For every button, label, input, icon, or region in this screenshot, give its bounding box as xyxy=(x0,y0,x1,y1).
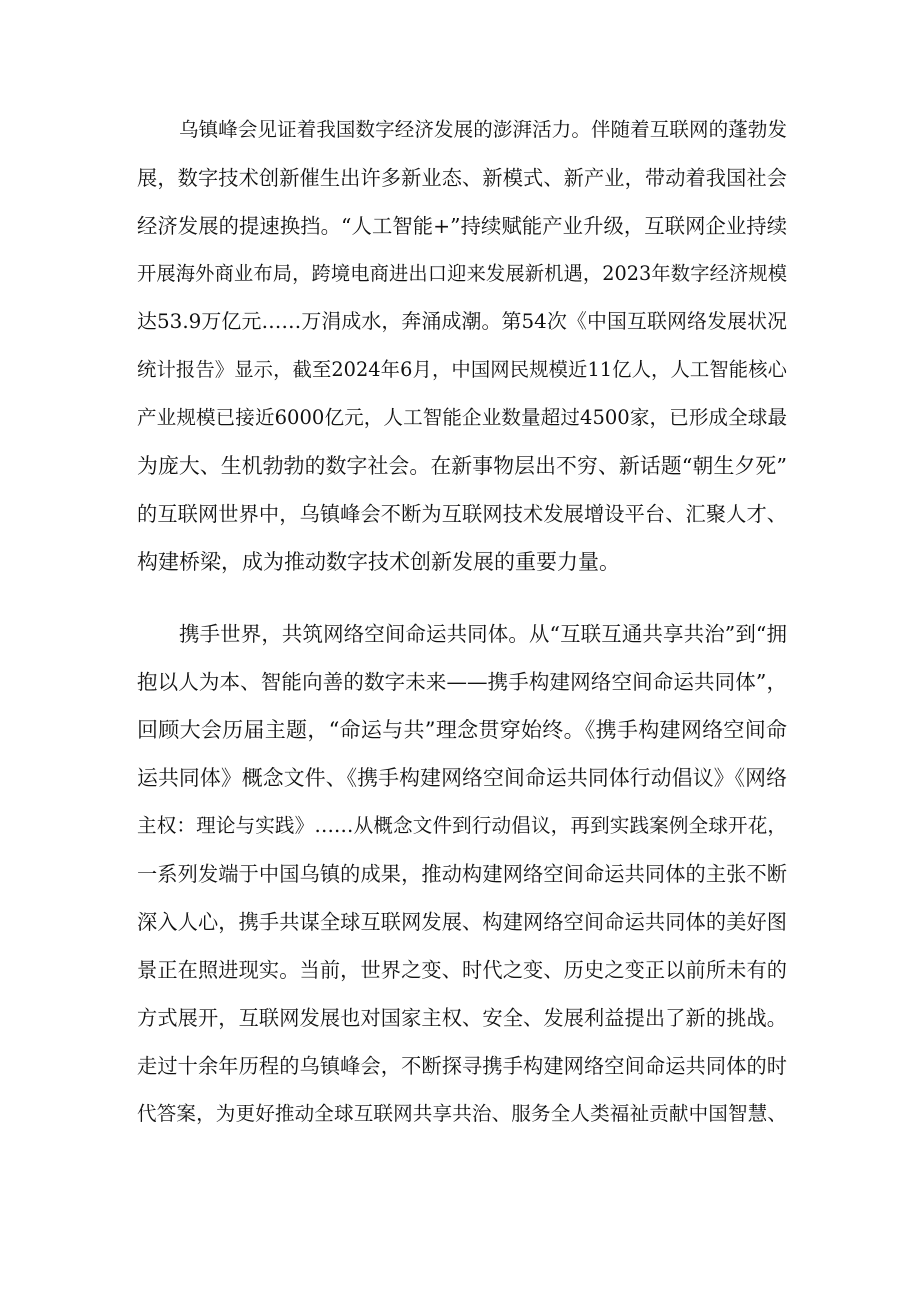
paragraph-line: 代答案，为更好推动全球互联网共享共治、服务全人类福祉贡献中国智慧、 xyxy=(137,1102,787,1125)
paragraph-line: 乌镇峰会见证着我国数字经济发展的澎湃活力。伴随着互联网的蓬勃发 xyxy=(179,118,787,141)
paragraph-line: 回顾大会历届主题，“命运与共”理念贯穿始终。《携手构建网络空间命 xyxy=(137,718,787,742)
paragraph-cyberspace-community xyxy=(137,610,787,1138)
paragraph-line: 开展海外商业布局，跨境电商进出口迎来发展新机遇，2023年数字经济规模 xyxy=(137,262,787,285)
paragraph-line: 产业规模已接近6000亿元，人工智能企业数量超过4500家，已形成全球最 xyxy=(137,406,787,429)
paragraph-line: 统计报告》显示，截至2024年6月，中国网民规模近11亿人，人工智能核心 xyxy=(137,358,787,381)
paragraph-line: 达53.9万亿元……万涓成水，奔涌成潮。第54次《中国互联网络发展状况 xyxy=(137,310,787,333)
paragraph-line: 的互联网世界中，乌镇峰会不断为互联网技术发展增设平台、汇聚人才、 xyxy=(137,502,787,526)
paragraph-line: 主权：理论与实践》……从概念文件到行动倡议，再到实践案例全球开花， xyxy=(137,814,787,837)
paragraph-line: 抱以人为本、智能向善的数字未来——携手构建网络空间命运共同体”， xyxy=(137,670,787,694)
paragraph-line: 方式展开，互联网发展也对国家主权、安全、发展利益提出了新的挑战。 xyxy=(137,1006,787,1030)
paragraph-line: 深入人心，携手共谋全球互联网发展、构建网络空间命运共同体的美好图 xyxy=(137,910,787,934)
paragraph-digital-economy xyxy=(137,106,787,586)
paragraph-line: 构建桥梁，成为推动数字技术创新发展的重要力量。 xyxy=(137,550,620,574)
paragraph-line: 展，数字技术创新催生出许多新业态、新模式、新产业，带动着我国社会 xyxy=(137,166,787,190)
paragraph-line: 一系列发端于中国乌镇的成果，推动构建网络空间命运共同体的主张不断 xyxy=(137,862,787,886)
paragraph-line: 景正在照进现实。当前，世界之变、时代之变、历史之变正以前所未有的 xyxy=(137,958,787,982)
paragraph-line: 携手世界，共筑网络空间命运共同体。从“互联互通共享共治”到“拥 xyxy=(179,622,787,646)
paragraph-line: 为庞大、生机勃勃的数字社会。在新事物层出不穷、新话题“朝生夕死” xyxy=(137,454,787,478)
paragraph-line: 经济发展的提速换挡。“人工智能+”持续赋能产业升级，互联网企业持续 xyxy=(137,214,787,238)
paragraph-line: 走过十余年历程的乌镇峰会，不断探寻携手构建网络空间命运共同体的时 xyxy=(137,1054,787,1078)
paragraph-line: 运共同体》概念文件、《携手构建网络空间命运共同体行动倡议》《网络 xyxy=(137,766,787,790)
